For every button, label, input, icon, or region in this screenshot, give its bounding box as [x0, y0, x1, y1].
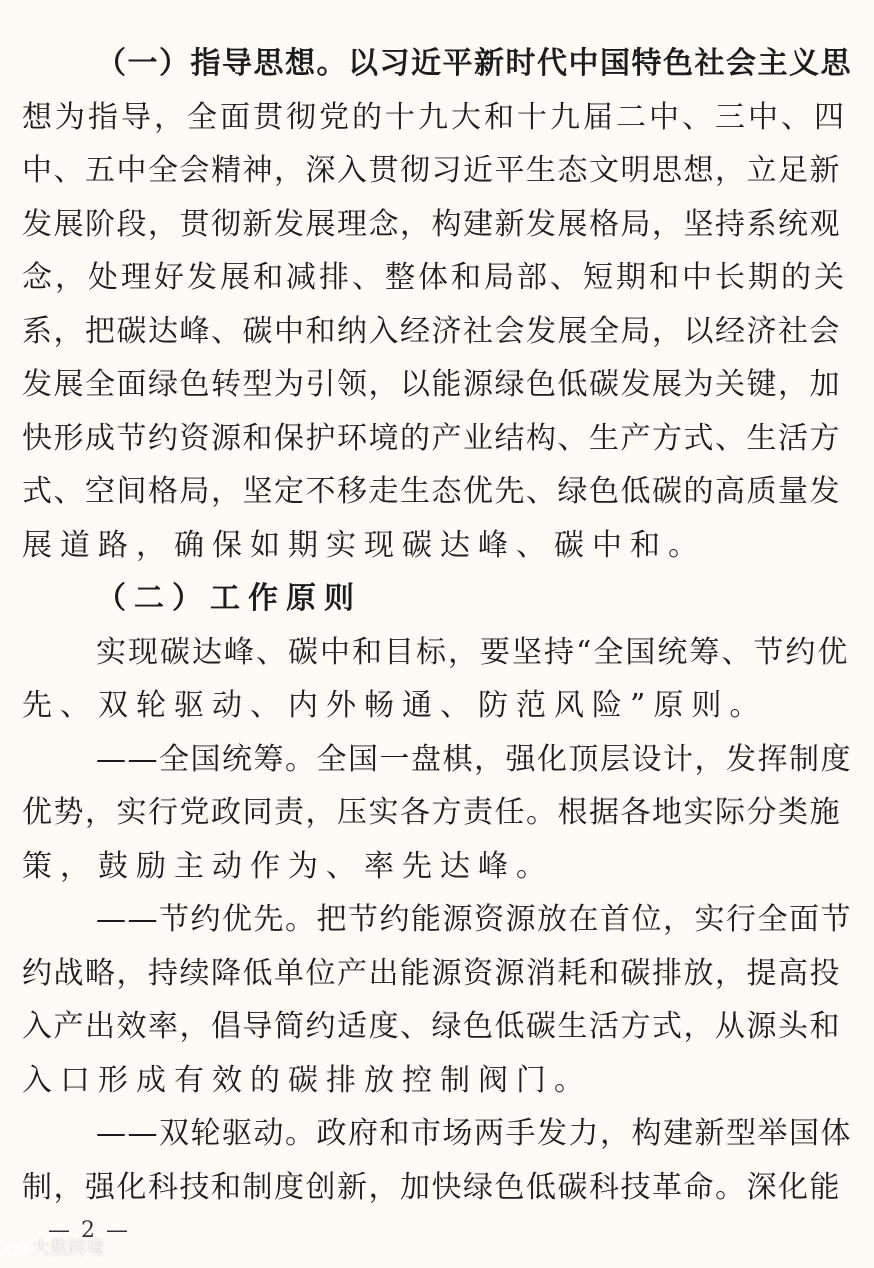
text-line: ——双轮驱动。政府和市场两手发力，构建新型举国体 — [96, 1116, 852, 1151]
text-line: 制，强化科技和制度创新，加快绿色低碳科技革命。深化能 — [22, 1170, 841, 1205]
text-line: 系，把碳达峰、碳中和纳入经济社会发展全局，以经济社会 — [22, 314, 841, 349]
watermark-text: 大数跨境 — [32, 1238, 104, 1259]
page-number: — 2 — — [48, 1218, 130, 1243]
brand-logo-icon — [6, 1240, 28, 1258]
text-line: ——全国统筹。全国一盘棋，强化顶层设计，发挥制度 — [96, 742, 852, 777]
text-line: 约战略，持续降低单位产出能源资源消耗和碳排放，提高投 — [22, 956, 841, 991]
text-line: 实现碳达峰、碳中和目标，要坚持“全国统筹、节约优 — [96, 635, 850, 670]
text-line: 先、双轮驱动、内外畅通、防范风险”原则。 — [22, 688, 768, 723]
text-line: ——节约优先。把节约能源资源放在首位，实行全面节 — [96, 902, 852, 937]
text-line: 展道路，确保如期实现碳达峰、碳中和。 — [22, 528, 706, 563]
text-line: 中、五中全会精神，深入贯彻习近平生态文明思想，立足新 — [22, 153, 841, 188]
watermark — [6, 1238, 104, 1260]
text-line: 念，处理好发展和减排、整体和局部、短期和中长期的关 — [22, 260, 847, 295]
text-line: 式、空间格局，坚定不移走生态优先、绿色低碳的高质量发 — [22, 474, 841, 509]
section-heading: （二）工作原则 — [96, 581, 362, 616]
text-line: 想为指导，全面贯彻党的十九大和十九届二中、三中、四 — [22, 100, 847, 135]
text-line: 发展全面绿色转型为引领，以能源绿色低碳发展为关键，加 — [22, 367, 841, 402]
text-line: 入产出效率，倡导简约适度、绿色低碳生活方式，从源头和 — [22, 1009, 841, 1044]
text-line: （一）指导思想。以习近平新时代中国特色社会主义思 — [96, 46, 852, 81]
text-line: 入口形成有效的碳排放控制阀门。 — [22, 1063, 592, 1098]
text-line: 优势，实行党政同责，压实各方责任。根据各地实际分类施 — [22, 795, 841, 830]
text-line: 发展阶段，贯彻新发展理念，构建新发展格局，坚持系统观 — [22, 207, 841, 242]
text-line: 快形成节约资源和保护环境的产业结构、生产方式、生活方 — [22, 421, 841, 456]
text-line: 策，鼓励主动作为、率先达峰。 — [22, 849, 554, 884]
